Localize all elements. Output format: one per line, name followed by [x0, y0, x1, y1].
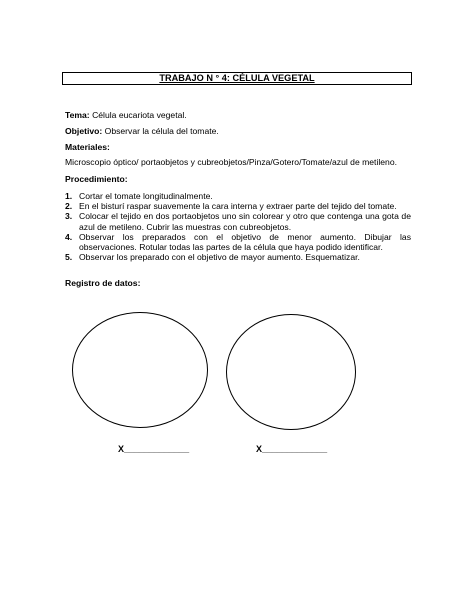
- step-text: En el bisturí raspar suavemente la cara interna y extraer parte del tejido del tomate.: [79, 201, 397, 212]
- step-number: 4.: [65, 231, 73, 242]
- tema-line: [65, 110, 187, 120]
- drawing-circle-right: [226, 314, 356, 430]
- step-number: 1.: [65, 191, 73, 201]
- step-number: 3.: [65, 211, 73, 222]
- step-text: Observar los preparados con el objetivo de menor aumento. Dibujar las: [79, 231, 411, 242]
- procedure-step: [65, 191, 411, 201]
- drawing-label-right: X_____________: [256, 444, 328, 454]
- step-text: Observar los preparado con el objetivo de mayor aumento. Esquematizar.: [79, 252, 360, 263]
- objetivo-line: [65, 126, 219, 136]
- procedure-step: [65, 232, 411, 252]
- registro-heading: Registro de datos:: [65, 278, 141, 288]
- procedure-step: [65, 211, 411, 231]
- step-text-cont: azul de metileno. Cubrir las muestras con cubreobjetos.: [79, 221, 292, 232]
- step-text: Colocar el tejido en dos portaobjetos uno sin colorear y otro que contenga una gota de: [79, 211, 411, 222]
- objetivo-value: Observar la célula del tomate.: [102, 126, 219, 136]
- materiales-heading: Materiales:: [65, 142, 110, 152]
- step-text-cont: observaciones. Rotular todas las partes de la célula que haya podido identificar.: [79, 242, 383, 253]
- tema-label: Tema:: [65, 110, 90, 120]
- objetivo-label: Objetivo:: [65, 126, 103, 136]
- procedure-step: [65, 252, 411, 262]
- procedure-step: [65, 201, 411, 211]
- step-number: 5.: [65, 252, 73, 263]
- step-text: Cortar el tomate longitudinalmente.: [79, 191, 213, 201]
- page-title: TRABAJO N ° 4: CÉLULA VEGETAL: [62, 72, 412, 85]
- materiales-value: Microscopio óptico/ portaobjetos y cubreobjetos/Pinza/Gotero/Tomate/azul de metileno.: [65, 157, 397, 167]
- drawing-circle-left: [72, 312, 208, 428]
- procedimiento-heading: Procedimiento:: [65, 174, 128, 184]
- procedure-steps: [65, 191, 411, 262]
- drawing-label-left: X_____________: [118, 444, 190, 454]
- step-number: 2.: [65, 201, 73, 212]
- tema-value: Célula eucariota vegetal.: [89, 110, 187, 120]
